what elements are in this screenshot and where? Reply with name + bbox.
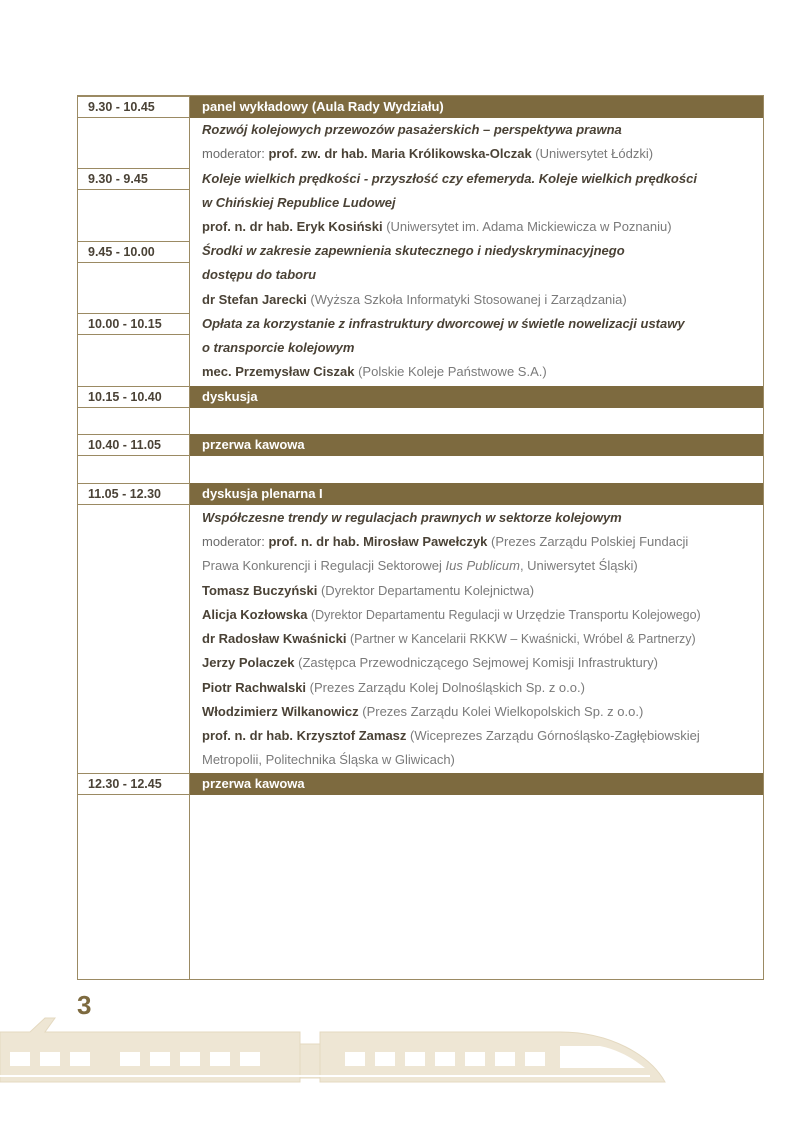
train-illustration	[0, 1010, 800, 1132]
speaker-line: prof. n. dr hab. Eryk Kosiński (Uniwersytet im. Adama Mickiewicza w Poznaniu)	[202, 219, 672, 234]
moderator-line: moderator: prof. zw. dr hab. Maria Królikowska-Olczak (Uniwersytet Łódzki)	[202, 146, 654, 161]
talk-title: w Chińskiej Republice Ludowej	[202, 195, 396, 210]
talk-title: Środki w zakresie zapewnienia skutecznego i niedyskryminacyjnego	[202, 243, 625, 258]
session-header: dyskusja	[190, 386, 763, 408]
talk-title: Opłata za korzystanie z infrastruktury dworcowej w świetle nowelizacji ustawy	[202, 316, 685, 331]
speaker-line: prof. n. dr hab. Krzysztof Zamasz (Wiceprezes Zarządu Górnośląsko-Zagłębiowskiej	[202, 728, 700, 743]
moderator-line: moderator: prof. n. dr hab. Mirosław Pawełczyk (Prezes Zarządu Polskiej Fundacji	[202, 534, 689, 549]
speaker-line: Włodzimierz Wilkanowicz (Prezes Zarządu Kolei Wielkopolskich Sp. z o.o.)	[202, 704, 644, 719]
page-number: 3	[77, 990, 92, 1020]
time-cell: 10.15 - 10.40	[78, 386, 189, 408]
talk-title: dostępu do taboru	[202, 267, 317, 282]
speaker-line: Tomasz Buczyński (Dyrektor Departamentu Kolejnictwa)	[202, 583, 535, 598]
affiliation-line: Prawa Konkurencji i Regulacji Sektorowej Ius Publicum, Uniwersytet Śląski)	[202, 558, 638, 573]
time-cell: 9.45 - 10.00	[78, 241, 189, 263]
time-cell: 11.05 - 12.30	[78, 483, 189, 505]
session-header: przerwa kawowa	[190, 773, 763, 795]
speaker-line: dr Radosław Kwaśnicki (Partner w Kancelarii RKKW – Kwaśnicki, Wróbel & Partnerzy)	[202, 631, 696, 646]
speaker-line: Alicja Kozłowska (Dyrektor Departamentu Regulacji w Urzędzie Transportu Kolejowego)	[202, 607, 701, 622]
time-cell: 10.40 - 11.05	[78, 434, 189, 456]
session-header: panel wykładowy (Aula Rady Wydziału)	[190, 96, 763, 118]
talk-title: Współczesne trendy w regulacjach prawnych w sektorze kolejowym	[202, 510, 622, 525]
affiliation-line: Metropolii, Politechnika Śląska w Gliwicach)	[202, 752, 455, 767]
column-divider	[189, 96, 190, 979]
talk-title: o transporcie kolejowym	[202, 340, 355, 355]
time-cell: 10.00 - 10.15	[78, 313, 189, 335]
speaker-line: dr Stefan Jarecki (Wyższa Szkoła Informatyki Stosowanej i Zarządzania)	[202, 292, 627, 307]
schedule-table	[77, 95, 764, 980]
time-cell: 9.30 - 10.45	[78, 96, 189, 118]
speaker-line: Piotr Rachwalski (Prezes Zarządu Kolej Dolnośląskich Sp. z o.o.)	[202, 680, 585, 695]
session-header: przerwa kawowa	[190, 434, 763, 456]
speaker-line: Jerzy Polaczek (Zastępca Przewodniczącego Sejmowej Komisji Infrastruktury)	[202, 655, 658, 670]
speaker-line: mec. Przemysław Ciszak (Polskie Koleje Państwowe S.A.)	[202, 364, 547, 379]
time-cell: 12.30 - 12.45	[78, 773, 189, 795]
talk-title: Koleje wielkich prędkości - przyszłość czy efemeryda. Koleje wielkich prędkości	[202, 171, 697, 186]
time-cell: 9.30 - 9.45	[78, 168, 189, 190]
talk-title: Rozwój kolejowych przewozów pasażerskich – perspektywa prawna	[202, 122, 622, 137]
session-header: dyskusja plenarna I	[190, 483, 763, 505]
